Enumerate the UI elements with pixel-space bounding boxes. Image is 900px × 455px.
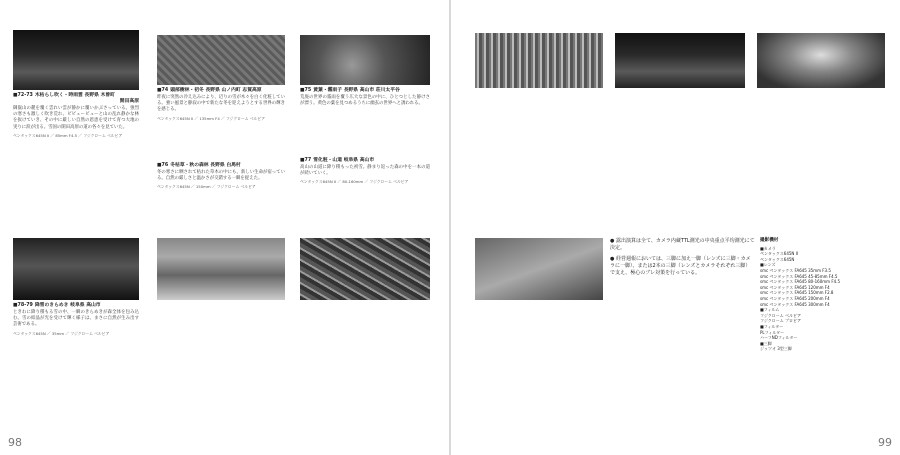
- entry-description: ときわに降り積もる雪の中、一瞬のきらめきが森全体を包み込む。雪の結晶が光を受けて輝く様子は、まさに自然が生み出す芸術である。: [13, 310, 139, 328]
- photo: [13, 238, 139, 300]
- text-entry: [300, 155, 430, 184]
- entry-place: 長野県 高山市 荘川太平谷: [343, 88, 400, 93]
- photo-entry: [475, 33, 603, 88]
- entry-title: 雪化粧・山道: [313, 158, 343, 163]
- entry-place: 岐阜県 高山市: [343, 158, 375, 163]
- photo-entry: [615, 33, 745, 88]
- entry-title: 冬枯草・秋の森林: [170, 163, 209, 168]
- photo: [157, 35, 285, 85]
- note-item: ● 経営週報においては、三脚に加え一脚（レンズに三脚・カメラに一脚）、または2本の三脚（レンズとカメラそれぞれ三脚）で支え、極心のブレ対策を行っている。: [610, 256, 751, 276]
- photo-entry: [475, 238, 603, 300]
- entry-title: 頭部樹林・初冬: [170, 88, 204, 93]
- equipment-item: ■フィルム: [760, 307, 780, 313]
- equipment-item: フジクローム ベルビア: [760, 312, 802, 318]
- page-number: 98: [8, 436, 22, 449]
- entry-place: 長野県 白馬村: [210, 163, 241, 168]
- entry-number: ■72-73: [13, 93, 33, 98]
- photo: [300, 35, 430, 85]
- equipment-item: smc ペンタックス FA645 200mm F4: [760, 295, 830, 301]
- text-entry: [157, 160, 285, 189]
- equipment-item: ■カメラ: [760, 245, 776, 251]
- photo-entry: [757, 33, 885, 88]
- photo-notes: [610, 238, 755, 281]
- entry-description: 冬の寒さに晒されて枯れた草木の中にも、新しい生命が宿っている。自然の厳しさと温かさが交錯する一瞬を捉えた。: [157, 170, 285, 182]
- photo: [13, 30, 139, 90]
- photo: [757, 33, 885, 88]
- photo: [615, 33, 745, 88]
- photo-entry: [300, 238, 430, 300]
- photo-entry: [13, 30, 139, 138]
- photo: [300, 238, 430, 300]
- equipment-item: smc ペンタックス FA645 150mm F2.8: [760, 290, 834, 296]
- equipment-item: smc ペンタックス FA645 35mm F3.5: [760, 267, 831, 273]
- equipment-item: smc ペンタックス FA645 120mm F4: [760, 284, 830, 290]
- equipment-item: フジクローム プロビア: [760, 318, 802, 324]
- photo-entry: [157, 35, 285, 121]
- entry-specs: ペンタックス645N ／ 150mm ／ フジクローム ベルビア: [157, 184, 256, 190]
- equipment-item: ペンタックス645N II: [760, 251, 799, 257]
- entry-place: 長野県 山ノ内町 志賀高原: [205, 88, 262, 93]
- entry-title: 黄葉・霧雨子: [313, 88, 343, 93]
- entry-title: 木枯らし吹く・時雨雲: [34, 93, 83, 98]
- entry-place: 長野県 木曽町: [84, 93, 115, 98]
- entry-specs: ペンタックス645N II ／ 85mm F4.5 ／ フジクローム ベルビア: [13, 132, 123, 138]
- equipment-item: smc ペンタックス FA645 300mm F4: [760, 301, 830, 307]
- note-item: ● 露出演算は全て、カメラ内蔵TTL測光の中央重点平均測光にて決定。: [610, 238, 755, 251]
- left-page: [0, 0, 449, 455]
- equipment-item: ハーフNDフィルター: [760, 335, 798, 341]
- photo: [157, 238, 285, 300]
- equipment-title: 撮影機材: [760, 238, 779, 243]
- entry-description: 荒廃の世界の霧雨を覆う広大な景色の中に、ひとつとした静けさが漂う。黄色の葉を見つめるうちに幽玄の世界へと誘われる。: [300, 95, 430, 107]
- equipment-item: ■三脚: [760, 340, 772, 346]
- photo-entry: [300, 35, 430, 107]
- entry-number: ■75: [300, 88, 312, 93]
- photo-entry: [157, 238, 285, 300]
- entry-specs: ペンタックス645N II ／ 80-160mm ／ フジクローム ベルビア: [300, 179, 409, 185]
- equipment-item: ペンタックス645N: [760, 256, 795, 262]
- entry-description: 高山の山道に降り積もった初雪。静まり返った森の中を一本の道が続いていく。: [300, 165, 430, 177]
- entry-number: ■77: [300, 158, 312, 163]
- entry-specs: ペンタックス645N ／ 35mm ／ フジクローム ベルビア: [13, 330, 110, 336]
- photo-entry: [13, 238, 139, 336]
- entry-place: 岐阜県 高山市: [70, 303, 101, 308]
- entry-number: ■78-79: [13, 303, 33, 308]
- entry-number: ■74: [157, 88, 169, 93]
- right-page: [451, 0, 900, 455]
- equipment-item: ■フィルター: [760, 323, 784, 329]
- equipment-item: smc ペンタックス FA645 80-160mm F4.5: [760, 279, 840, 285]
- entry-description: 御嶽山の麓を覆く雲れい雲が静かに覆いかぶさっている。強烈の寒さも激しく吹き荒れ、ビビュービューと山の乱れ静かな林を抜けていき、その中に厳しい自然の恩恵を受けて育つ大地の実りに涙が出る。雪国の開田高原の道の各々を見ていた。: [13, 106, 139, 130]
- entry-number: ■76: [157, 163, 169, 168]
- equipment-item: ■レンズ: [760, 262, 776, 268]
- equipment-list: [760, 238, 870, 352]
- equipment-item: ジッツオ 3型三脚: [760, 346, 792, 352]
- equipment-item: smc ペンタックス FA645 45-85mm F4.5: [760, 273, 838, 279]
- entry-title: 降雪のきらめき: [34, 303, 69, 308]
- photo: [475, 33, 603, 88]
- entry-specs: ペンタックス645N II ／ 135mm F4 ／ フジクローム ベルビア: [157, 115, 265, 121]
- equipment-item: PLフィルター: [760, 329, 785, 335]
- entry-description: 昨夜に突然の冷え込みにより、辺りの雪が木々を白く化粧している。強い風景と静寂の中で新たな冬を迎えようとする世界の輝きを感じる。: [157, 95, 285, 113]
- entry-location: 開田高原: [119, 99, 139, 104]
- photo: [475, 238, 603, 300]
- page-number: 99: [878, 436, 892, 449]
